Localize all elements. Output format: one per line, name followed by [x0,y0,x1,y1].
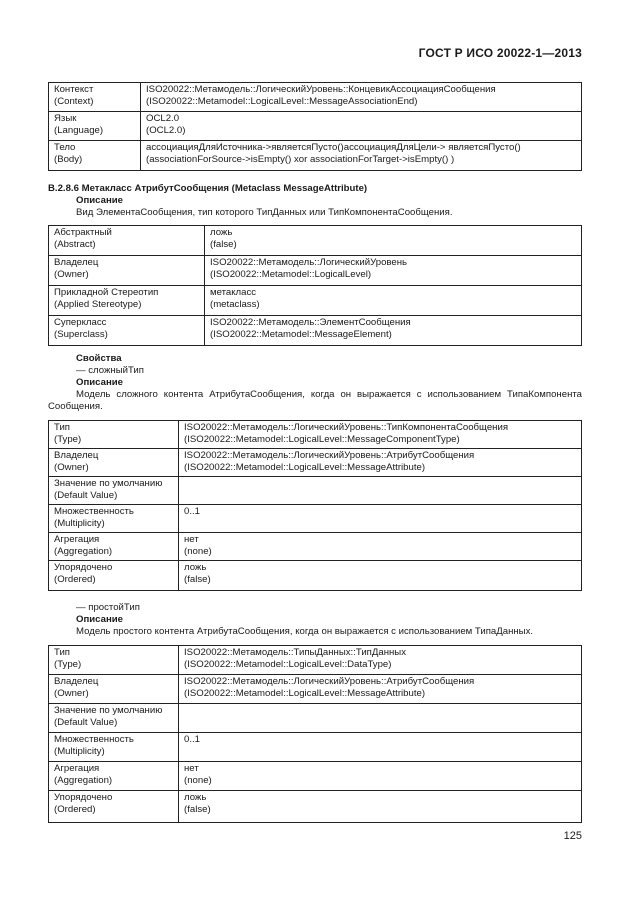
value-en: (associationForSource->isEmpty() xor associationForTarget->isEmpty() ) [146,153,455,165]
label-cell [49,533,179,561]
value-ru: метакласс [210,287,257,298]
label-en: (Multiplicity) [54,745,105,757]
value-ru: ISO20022::Метамодель::ЛогическийУровень::АтрибутСообщения [184,676,475,687]
value-en: (none) [184,545,212,557]
value-en: (false) [184,803,211,815]
label-en: (Default Value) [54,489,118,501]
label-cell [49,791,179,823]
description-text: Модель простого контента АтрибутаСообщения, когда он выражается с использованием ТипаДанных. [76,626,534,637]
value-ru: ложь [184,562,207,573]
value-en: (ISO20022::Metamodel::LogicalLevel::MessageComponentType) [184,433,460,445]
value-en: (ISO20022::Metamodel::LogicalLevel::MessageAttribute) [184,687,426,699]
document-header: ГОСТ Р ИСО 20022-1—2013 [418,46,582,60]
value-cell [179,477,582,505]
label-ru: Упорядочено [54,792,113,803]
table-row [49,733,582,762]
table-row [49,505,582,533]
value-cell [179,733,582,762]
value-cell [141,83,582,112]
complex-type-table [48,420,582,591]
value-en: (ISO20022::Metamodel::LogicalLevel) [210,268,372,280]
value-en: (OCL2.0) [146,124,186,136]
label-en: (Owner) [54,461,89,473]
table-row [49,83,582,112]
table-row [49,256,582,286]
label-ru: Владелец [54,257,99,268]
label-en: (Default Value) [54,716,118,728]
label-en: (Owner) [54,268,89,280]
label-cell [49,83,141,112]
value-ru: ISO20022::Метамодель::ЛогическийУровень::КонцевикАссоциацияСообщения [146,84,496,95]
description-label: Описание [76,377,123,388]
label-en: (Superclass) [54,328,108,340]
label-en: (Ordered) [54,803,96,815]
description-text: Модель сложного контента АтрибутаСообщения, когда он выражается с использованием ТипаКомпонента Сообщения. [48,389,582,412]
table-row [49,141,582,171]
label-ru: Тип [54,422,70,433]
value-en: (none) [184,774,212,786]
label-en: (Aggregation) [54,774,113,786]
label-cell [49,256,205,286]
section-heading: B.2.8.6 Метакласс АтрибутСообщения (Metaclass MessageAttribute) [48,183,368,194]
label-en: (Type) [54,658,82,670]
value-ru: нет [184,763,199,774]
table-row [49,286,582,316]
label-ru: Значение по умолчанию [54,478,163,489]
value-cell [179,791,582,823]
label-en: (Owner) [54,687,89,699]
label-cell [49,505,179,533]
properties-heading: Свойства [76,353,122,364]
property-name: — простойТип [76,602,140,613]
description-label: Описание [76,195,123,206]
label-en: (Body) [54,153,83,165]
value-ru: ISO20022::Метамодель::ЭлементСообщения [210,317,411,328]
label-cell [49,477,179,505]
property-name: — сложныйТип [76,365,144,376]
value-ru: OCL2.0 [146,113,180,124]
value-ru: 0..1 [184,734,201,745]
table-row [49,112,582,141]
label-cell [49,286,205,316]
value-ru: 0..1 [184,506,201,517]
table-row [49,561,582,591]
label-cell [49,675,179,704]
value-ru: ассоциацияДляИсточника->являетсяПусто()ассоциацияДляЦели-> являетсяПусто() [146,142,521,153]
label-ru: Тип [54,647,70,658]
value-ru: ложь [184,792,207,803]
label-en: (Multiplicity) [54,517,105,529]
label-en: (Ordered) [54,573,96,585]
label-cell [49,226,205,256]
table-row [49,646,582,675]
label-en: (Applied Stereotype) [54,298,142,310]
label-cell [49,646,179,675]
label-cell [49,141,141,171]
value-ru: нет [184,534,199,545]
description-label: Описание [76,614,123,625]
label-cell [49,704,179,733]
constraint-table [48,82,582,171]
table-row [49,704,582,733]
label-ru: Значение по умолчанию [54,705,163,716]
label-cell [49,112,141,141]
value-cell [179,646,582,675]
value-cell [141,141,582,171]
label-ru: Упорядочено [54,562,113,573]
label-ru: Прикладной Стереотип [54,287,159,298]
simple-type-table [48,645,582,823]
value-en: (false) [184,573,211,585]
label-ru: Множественность [54,506,134,517]
value-cell [205,316,582,346]
value-cell [179,675,582,704]
value-cell [179,449,582,477]
table-row [49,675,582,704]
label-ru: Контекст [54,84,94,95]
value-ru: ISO20022::Метамодель::ЛогическийУровень::АтрибутСообщения [184,450,475,461]
metaclass-table [48,225,582,346]
label-ru: Агрегация [54,534,100,545]
label-en: (Abstract) [54,238,96,250]
value-en: (ISO20022::Metamodel::LogicalLevel::DataType) [184,658,392,670]
value-ru: ложь [210,227,233,238]
value-cell [179,533,582,561]
value-cell [205,226,582,256]
table-row [49,316,582,346]
page-number: 125 [563,830,582,842]
value-cell [179,421,582,449]
table-row [49,477,582,505]
value-en: (ISO20022::Metamodel::LogicalLevel::MessageAttribute) [184,461,426,473]
value-cell [141,112,582,141]
label-cell [49,561,179,591]
label-en: (Context) [54,95,94,107]
value-en: (metaclass) [210,298,260,310]
label-ru: Абстрактный [54,227,112,238]
value-cell [205,286,582,316]
label-ru: Агрегация [54,763,100,774]
label-cell [49,421,179,449]
value-ru: ISO20022::Метамодель::ЛогическийУровень [210,257,408,268]
label-en: (Type) [54,433,82,445]
value-ru: ISO20022::Метамодель::ЛогическийУровень::ТипКомпонентаСообщения [184,422,509,433]
label-en: (Language) [54,124,104,136]
label-ru: Язык [54,113,77,124]
label-cell [49,449,179,477]
label-ru: Владелец [54,676,99,687]
value-cell [179,762,582,791]
value-en: (ISO20022::Metamodel::MessageElement) [210,328,392,340]
label-ru: Тело [54,142,76,153]
table-row [49,762,582,791]
table-row [49,226,582,256]
label-cell [49,733,179,762]
value-cell [179,505,582,533]
label-ru: Владелец [54,450,99,461]
value-en: (ISO20022::Metamodel::LogicalLevel::MessageAssociationEnd) [146,95,418,107]
value-cell [205,256,582,286]
value-cell [179,561,582,591]
value-ru: ISO20022::Метамодель::ТипыДанных::ТипДанных [184,647,406,658]
label-ru: Множественность [54,734,134,745]
table-row [49,421,582,449]
description-text: Вид ЭлементаСообщения, тип которого ТипДанных или ТипКомпонентаСообщения. [76,207,453,218]
label-cell [49,762,179,791]
label-ru: Суперкласс [54,317,107,328]
label-cell [49,316,205,346]
table-row [49,791,582,823]
value-cell [179,704,582,733]
table-row [49,449,582,477]
label-en: (Aggregation) [54,545,113,557]
table-row [49,533,582,561]
value-en: (false) [210,238,237,250]
